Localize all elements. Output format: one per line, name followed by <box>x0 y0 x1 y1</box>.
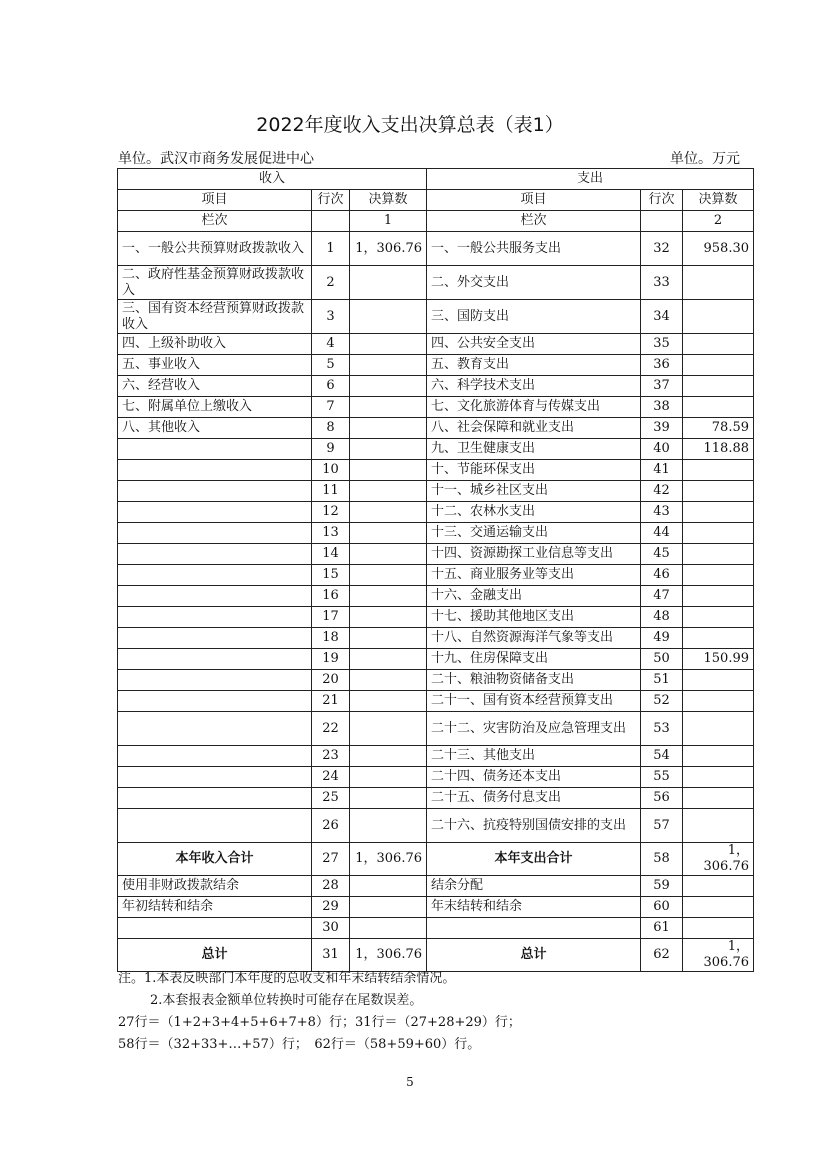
income-row-no: 24 <box>312 767 350 788</box>
table-row <box>118 300 754 334</box>
income-row-no: 20 <box>312 670 350 691</box>
income-item <box>118 502 312 523</box>
expense-amount <box>683 746 754 767</box>
expense-row-no: 42 <box>641 481 683 502</box>
income-item <box>118 544 312 565</box>
table-row <box>118 607 754 628</box>
table-row <box>118 266 754 300</box>
expense-amount: 958.30 <box>683 232 754 266</box>
income-row-no: 11 <box>312 481 350 502</box>
income-item <box>118 712 312 746</box>
expense-row-no: 32 <box>641 232 683 266</box>
income-row-no: 25 <box>312 788 350 809</box>
expense-amount <box>683 460 754 481</box>
income-amount <box>350 876 427 897</box>
expense-item: 九、卫生健康支出 <box>427 439 641 460</box>
table-row <box>118 628 754 649</box>
expense-amount <box>683 544 754 565</box>
income-amount: 1，306.76 <box>350 232 427 266</box>
expense-item: 一、一般公共服务支出 <box>427 232 641 266</box>
income-summary-item <box>118 918 312 939</box>
expense-row-no: 56 <box>641 788 683 809</box>
note-line: 27行＝（1+2+3+4+5+6+7+8）行；31行＝（27+28+29）行； <box>118 1015 521 1030</box>
expense-amount <box>683 897 754 918</box>
expense-amount <box>683 376 754 397</box>
income-summary-item: 总计 <box>118 939 312 972</box>
income-amount <box>350 691 427 712</box>
income-row-no: 9 <box>312 439 350 460</box>
expense-row-no: 51 <box>641 670 683 691</box>
income-amount <box>350 918 427 939</box>
expense-amount <box>683 691 754 712</box>
table-row <box>118 565 754 586</box>
expense-amount <box>683 565 754 586</box>
expense-row-no: 62 <box>641 939 683 972</box>
expense-amount <box>683 809 754 843</box>
page-number: 5 <box>406 1075 414 1089</box>
expense-amount <box>683 670 754 691</box>
expense-row-no: 36 <box>641 355 683 376</box>
income-amount <box>350 628 427 649</box>
expense-amount <box>683 607 754 628</box>
expense-amount <box>683 788 754 809</box>
column-index-2: 2 <box>683 211 754 232</box>
income-item <box>118 670 312 691</box>
expense-amount <box>683 918 754 939</box>
expense-amount <box>683 502 754 523</box>
income-row-no: 31 <box>312 939 350 972</box>
table-row <box>118 523 754 544</box>
income-row-no: 22 <box>312 712 350 746</box>
expense-amount <box>683 628 754 649</box>
income-item <box>118 439 312 460</box>
note-line: 58行＝（32+33+…+57）行； 62行＝（58+59+60）行。 <box>118 1037 481 1052</box>
expense-row-no: 61 <box>641 918 683 939</box>
income-row-no: 29 <box>312 897 350 918</box>
income-item <box>118 586 312 607</box>
table-row <box>118 355 754 376</box>
income-item <box>118 607 312 628</box>
income-amount <box>350 502 427 523</box>
expense-row-no: 54 <box>641 746 683 767</box>
income-amount <box>350 460 427 481</box>
unit-label-currency: 单位。万元 <box>670 151 740 167</box>
column-index-label: 栏次 <box>118 211 312 232</box>
column-index-1: 1 <box>350 211 427 232</box>
expense-item: 二十五、债务付息支出 <box>427 788 641 809</box>
income-amount <box>350 481 427 502</box>
expense-amount: 1，306.76 <box>683 939 754 972</box>
expense-item: 十九、住房保障支出 <box>427 649 641 670</box>
income-amount <box>350 544 427 565</box>
income-amount <box>350 439 427 460</box>
unit-label-org: 单位。武汉市商务发展促进中心 <box>118 151 314 167</box>
summary-row <box>118 843 754 876</box>
expense-row-no: 43 <box>641 502 683 523</box>
expense-summary-item: 本年支出合计 <box>427 843 641 876</box>
table-row <box>118 232 754 266</box>
page-title: 2022年度收入支出决算总表（表1） <box>256 114 564 136</box>
expense-amount <box>683 355 754 376</box>
table-row <box>118 691 754 712</box>
expense-item: 二、外交支出 <box>427 266 641 300</box>
income-amount <box>350 355 427 376</box>
table-row <box>118 418 754 439</box>
income-summary-item: 使用非财政拨款结余 <box>118 876 312 897</box>
expense-item: 二十三、其他支出 <box>427 746 641 767</box>
income-row-no: 8 <box>312 418 350 439</box>
expense-amount: 118.88 <box>683 439 754 460</box>
col-amount-header: 决算数 <box>683 190 754 211</box>
income-summary-item: 本年收入合计 <box>118 843 312 876</box>
income-row-no: 1 <box>312 232 350 266</box>
note-line: 注。1.本表反映部门本年度的总收支和年末结转结余情况。 <box>118 971 456 986</box>
income-amount <box>350 649 427 670</box>
income-amount <box>350 266 427 300</box>
income-amount <box>350 767 427 788</box>
expense-row-no: 37 <box>641 376 683 397</box>
expense-row-no: 44 <box>641 523 683 544</box>
expense-item: 七、文化旅游体育与传媒支出 <box>427 397 641 418</box>
income-item <box>118 691 312 712</box>
income-item <box>118 767 312 788</box>
income-summary-item: 年初结转和结余 <box>118 897 312 918</box>
income-row-no: 21 <box>312 691 350 712</box>
empty-cell <box>641 211 683 232</box>
table-row <box>118 788 754 809</box>
income-row-no: 16 <box>312 586 350 607</box>
note-line: 2.本套报表金额单位转换时可能存在尾数误差。 <box>150 993 423 1008</box>
income-amount <box>350 746 427 767</box>
table-row <box>118 376 754 397</box>
table-row <box>118 397 754 418</box>
table-row <box>118 746 754 767</box>
income-item: 二、政府性基金预算财政拨款收入 <box>118 266 312 300</box>
income-amount: 1，306.76 <box>350 843 427 876</box>
income-amount: 1，306.76 <box>350 939 427 972</box>
income-item <box>118 481 312 502</box>
expense-row-no: 35 <box>641 334 683 355</box>
expense-item: 十八、自然资源海洋气象等支出 <box>427 628 641 649</box>
expense-amount <box>683 712 754 746</box>
income-item: 一、一般公共预算财政拨款收入 <box>118 232 312 266</box>
expense-row-no: 59 <box>641 876 683 897</box>
expense-item: 十四、资源勘探工业信息等支出 <box>427 544 641 565</box>
expense-amount <box>683 523 754 544</box>
income-row-no: 23 <box>312 746 350 767</box>
summary-row <box>118 897 754 918</box>
col-row-header: 行次 <box>312 190 350 211</box>
income-amount <box>350 586 427 607</box>
budget-table <box>117 168 754 972</box>
summary-row <box>118 918 754 939</box>
income-row-no: 3 <box>312 300 350 334</box>
expense-summary-item: 结余分配 <box>427 876 641 897</box>
expense-row-no: 50 <box>641 649 683 670</box>
expense-item: 十三、交通运输支出 <box>427 523 641 544</box>
income-amount <box>350 897 427 918</box>
income-item <box>118 809 312 843</box>
expense-row-no: 48 <box>641 607 683 628</box>
table-row <box>118 439 754 460</box>
income-row-no: 5 <box>312 355 350 376</box>
income-item <box>118 788 312 809</box>
income-row-no: 28 <box>312 876 350 897</box>
income-item <box>118 746 312 767</box>
table-row <box>118 481 754 502</box>
notes <box>118 968 521 1056</box>
expense-row-no: 40 <box>641 439 683 460</box>
expense-item: 十五、商业服务业等支出 <box>427 565 641 586</box>
income-item: 三、国有资本经营预算财政拨款收入 <box>118 300 312 334</box>
expense-row-no: 41 <box>641 460 683 481</box>
expense-row-no: 57 <box>641 809 683 843</box>
income-row-no: 13 <box>312 523 350 544</box>
expense-amount <box>683 397 754 418</box>
expense-row-no: 47 <box>641 586 683 607</box>
expense-amount <box>683 767 754 788</box>
expense-amount <box>683 266 754 300</box>
expense-item: 五、教育支出 <box>427 355 641 376</box>
income-row-no: 6 <box>312 376 350 397</box>
expense-row-no: 53 <box>641 712 683 746</box>
income-item <box>118 523 312 544</box>
summary-row <box>118 876 754 897</box>
expense-item: 二十一、国有资本经营预算支出 <box>427 691 641 712</box>
expense-item: 十一、城乡社区支出 <box>427 481 641 502</box>
expense-summary-item: 总计 <box>427 939 641 972</box>
income-row-no: 26 <box>312 809 350 843</box>
income-item: 六、经营收入 <box>118 376 312 397</box>
expense-row-no: 60 <box>641 897 683 918</box>
table-row <box>118 649 754 670</box>
expense-row-no: 33 <box>641 266 683 300</box>
expense-item: 二十六、抗疫特别国债安排的支出 <box>427 809 641 843</box>
expense-amount <box>683 300 754 334</box>
income-row-no: 7 <box>312 397 350 418</box>
col-item-header: 项目 <box>427 190 641 211</box>
income-row-no: 15 <box>312 565 350 586</box>
income-item: 五、事业收入 <box>118 355 312 376</box>
empty-cell <box>312 211 350 232</box>
table-row <box>118 544 754 565</box>
expense-item: 八、社会保障和就业支出 <box>427 418 641 439</box>
expense-row-no: 46 <box>641 565 683 586</box>
expense-row-no: 45 <box>641 544 683 565</box>
income-header: 收入 <box>118 169 427 190</box>
income-item: 四、上级补助收入 <box>118 334 312 355</box>
expense-item: 六、科学技术支出 <box>427 376 641 397</box>
expense-amount <box>683 586 754 607</box>
table-row <box>118 460 754 481</box>
income-amount <box>350 565 427 586</box>
table-row <box>118 670 754 691</box>
income-item <box>118 565 312 586</box>
income-amount <box>350 712 427 746</box>
income-row-no: 30 <box>312 918 350 939</box>
expense-item: 二十二、灾害防治及应急管理支出 <box>427 712 641 746</box>
expense-item: 十、节能环保支出 <box>427 460 641 481</box>
expense-row-no: 55 <box>641 767 683 788</box>
expense-amount <box>683 481 754 502</box>
income-amount <box>350 397 427 418</box>
income-item: 八、其他收入 <box>118 418 312 439</box>
expense-item: 二十、粮油物资储备支出 <box>427 670 641 691</box>
expense-row-no: 49 <box>641 628 683 649</box>
income-amount <box>350 376 427 397</box>
col-item-header: 项目 <box>118 190 312 211</box>
expense-amount: 78.59 <box>683 418 754 439</box>
income-row-no: 14 <box>312 544 350 565</box>
expense-item: 三、国防支出 <box>427 300 641 334</box>
expense-item: 十二、农林水支出 <box>427 502 641 523</box>
income-row-no: 10 <box>312 460 350 481</box>
col-amount-header: 决算数 <box>350 190 427 211</box>
expense-item: 十六、金融支出 <box>427 586 641 607</box>
expense-header: 支出 <box>427 169 754 190</box>
table-row <box>118 334 754 355</box>
income-amount <box>350 418 427 439</box>
table-row <box>118 586 754 607</box>
table-section-header <box>118 169 754 190</box>
income-item <box>118 460 312 481</box>
table-row <box>118 809 754 843</box>
income-row-no: 27 <box>312 843 350 876</box>
table-row <box>118 712 754 746</box>
income-amount <box>350 670 427 691</box>
income-row-no: 4 <box>312 334 350 355</box>
expense-row-no: 38 <box>641 397 683 418</box>
income-amount <box>350 523 427 544</box>
expense-amount: 1，306.76 <box>683 843 754 876</box>
summary-row <box>118 939 754 972</box>
expense-amount <box>683 876 754 897</box>
table-row <box>118 767 754 788</box>
income-item <box>118 628 312 649</box>
income-amount <box>350 300 427 334</box>
col-row-header: 行次 <box>641 190 683 211</box>
column-index-label: 栏次 <box>427 211 641 232</box>
expense-amount: 150.99 <box>683 649 754 670</box>
income-row-no: 12 <box>312 502 350 523</box>
income-amount <box>350 788 427 809</box>
income-row-no: 17 <box>312 607 350 628</box>
expense-row-no: 52 <box>641 691 683 712</box>
expense-item: 十七、援助其他地区支出 <box>427 607 641 628</box>
income-item: 七、附属单位上缴收入 <box>118 397 312 418</box>
table-row <box>118 502 754 523</box>
expense-row-no: 58 <box>641 843 683 876</box>
income-amount <box>350 334 427 355</box>
income-row-no: 19 <box>312 649 350 670</box>
income-row-no: 2 <box>312 266 350 300</box>
expense-summary-item: 年末结转和结余 <box>427 897 641 918</box>
income-row-no: 18 <box>312 628 350 649</box>
table-column-index <box>118 211 754 232</box>
income-amount <box>350 607 427 628</box>
expense-item: 四、公共安全支出 <box>427 334 641 355</box>
expense-row-no: 39 <box>641 418 683 439</box>
expense-row-no: 34 <box>641 300 683 334</box>
income-amount <box>350 809 427 843</box>
table-column-header <box>118 190 754 211</box>
expense-item: 二十四、债务还本支出 <box>427 767 641 788</box>
expense-amount <box>683 334 754 355</box>
income-item <box>118 649 312 670</box>
expense-summary-item <box>427 918 641 939</box>
